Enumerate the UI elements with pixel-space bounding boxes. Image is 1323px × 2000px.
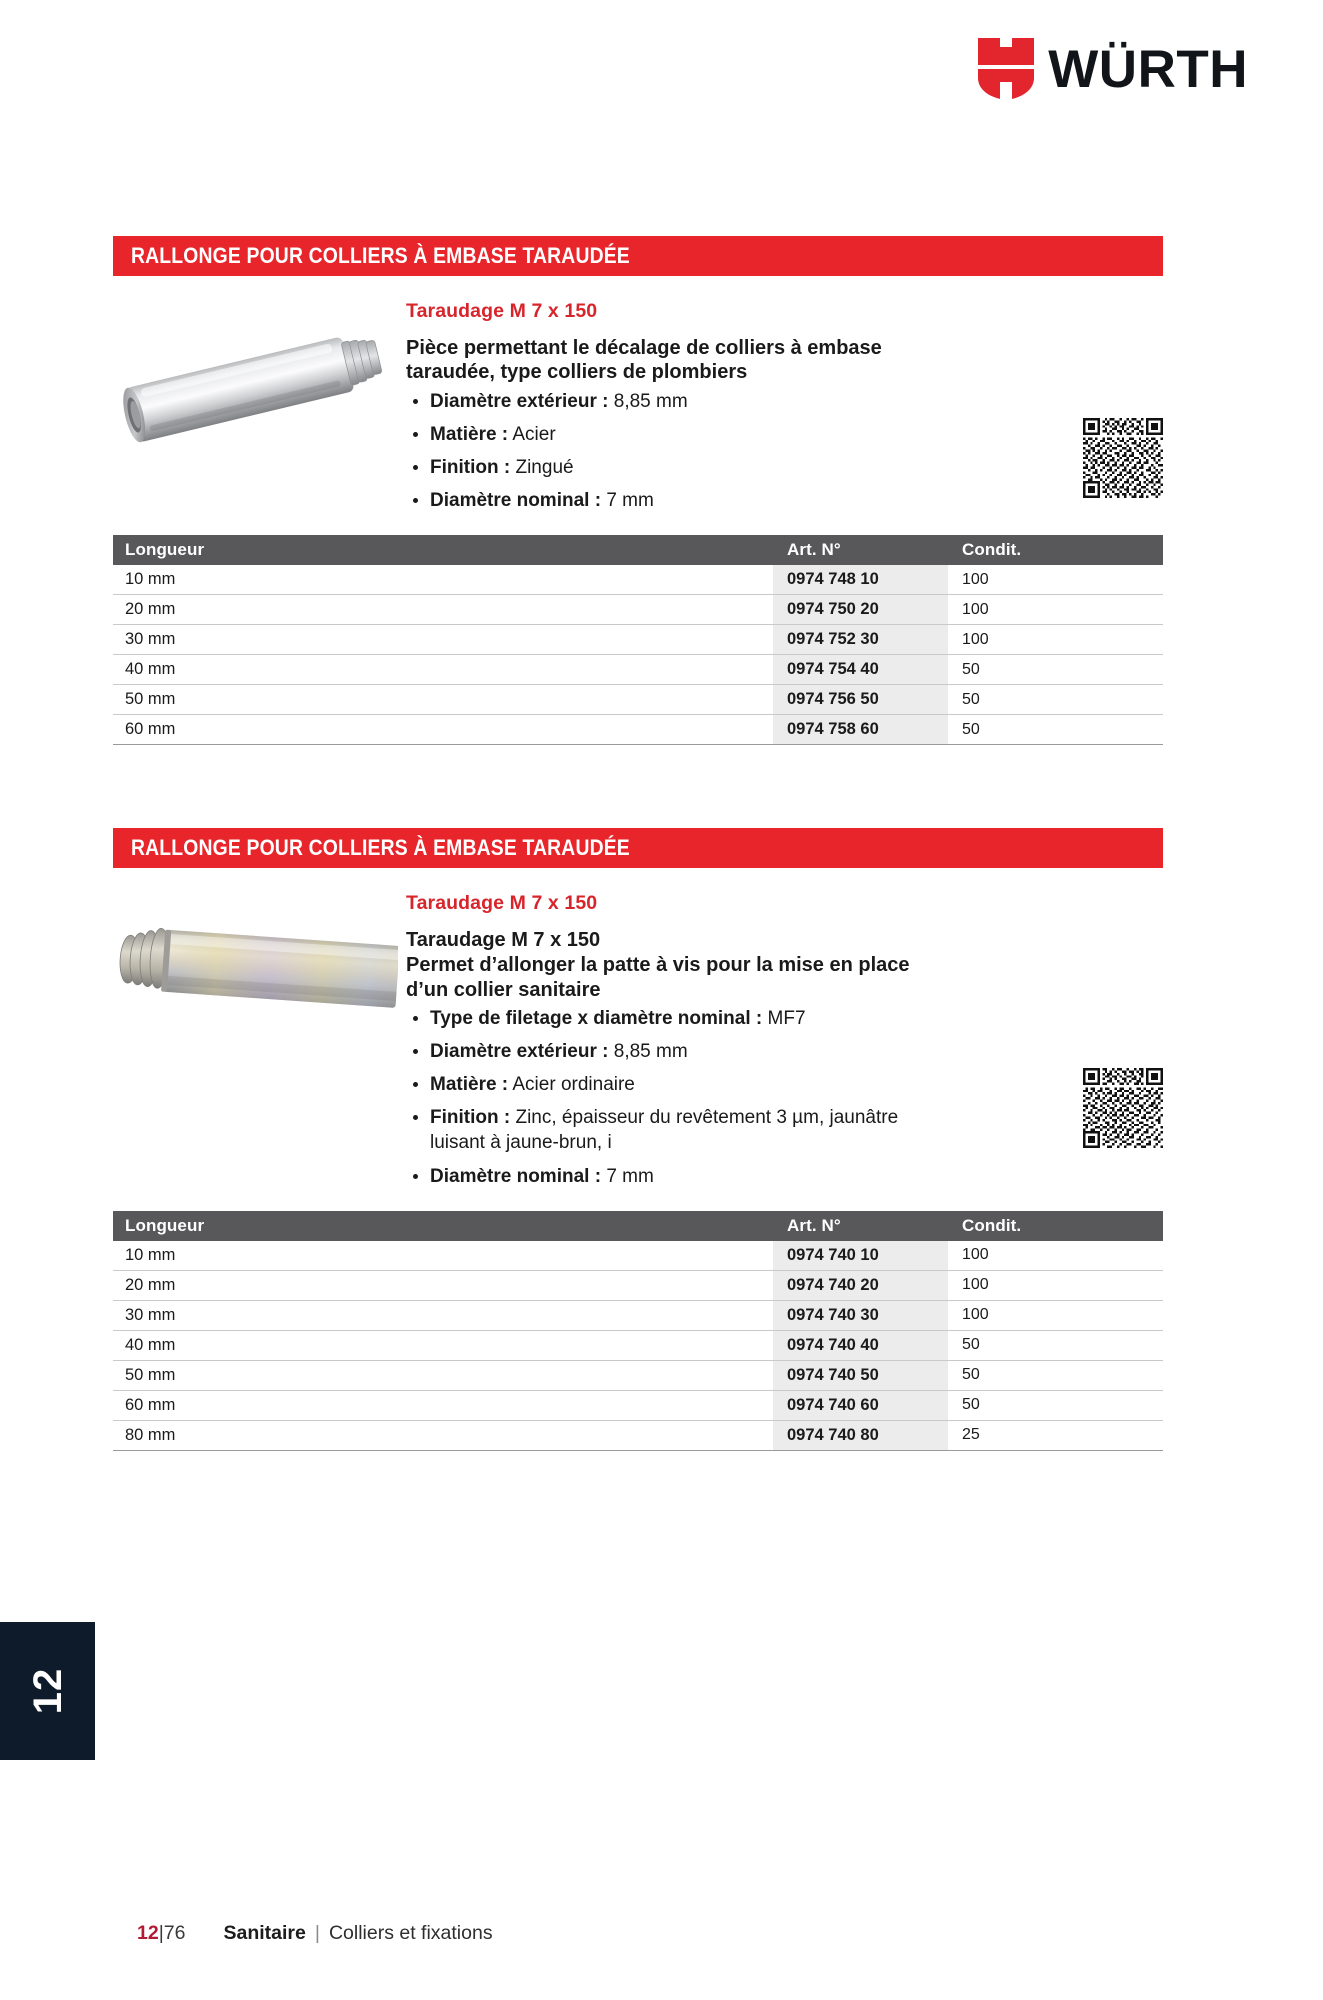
footer-separator-2: |	[314, 1922, 320, 1944]
cell-longueur: 40 mm	[113, 1330, 773, 1360]
spec-label: Diamètre nominal :	[430, 1165, 602, 1187]
table-row[interactable]	[113, 595, 1163, 625]
cell-condit: 50	[948, 1330, 1163, 1360]
column-header-longueur: Longueur	[113, 1211, 773, 1241]
product-section-2	[113, 828, 1163, 1451]
column-header-condit: Condit.	[948, 1211, 1163, 1241]
product-subtitle-2: Taraudage M 7 x 150	[406, 892, 598, 914]
section-body-1	[113, 276, 1163, 521]
column-header-condit: Condit.	[948, 535, 1163, 565]
product-copy-2	[398, 884, 1163, 1197]
spec-list-2	[406, 1006, 1163, 1188]
cell-art-no: 0974 756 50	[773, 685, 948, 715]
spec-item	[406, 1072, 930, 1097]
spec-label: Type de filetage x diamètre nominal :	[430, 1008, 763, 1030]
table-row[interactable]	[113, 1390, 1163, 1420]
cell-condit: 25	[948, 1420, 1163, 1450]
cell-longueur: 60 mm	[113, 1390, 773, 1420]
cell-art-no: 0974 740 10	[773, 1241, 948, 1271]
side-page-tab	[0, 1622, 95, 1760]
spec-item	[406, 488, 930, 513]
cell-condit: 50	[948, 715, 1163, 745]
table-row[interactable]	[113, 1241, 1163, 1271]
cell-condit: 100	[948, 1270, 1163, 1300]
cell-art-no: 0974 758 60	[773, 715, 948, 745]
qr-code-icon-1[interactable]	[1083, 418, 1163, 498]
cell-art-no: 0974 748 10	[773, 565, 948, 595]
cell-condit: 50	[948, 1360, 1163, 1390]
footer-category: Sanitaire	[223, 1922, 306, 1944]
cell-longueur: 40 mm	[113, 655, 773, 685]
table-row[interactable]	[113, 1300, 1163, 1330]
spec-label: Finition :	[430, 1107, 511, 1129]
spec-label: Diamètre extérieur :	[430, 1041, 609, 1063]
spec-item	[406, 422, 930, 447]
spec-value: Acier	[512, 423, 556, 445]
cell-art-no: 0974 740 60	[773, 1390, 948, 1420]
cell-longueur: 20 mm	[113, 1270, 773, 1300]
spec-value: Acier ordinaire	[512, 1074, 635, 1096]
column-header-longueur: Longueur	[113, 535, 773, 565]
product-section-1	[113, 236, 1163, 745]
spec-item	[406, 1105, 930, 1155]
brand-wordmark: WÜRTH	[1048, 39, 1248, 99]
table-row[interactable]	[113, 1330, 1163, 1360]
spec-item	[406, 389, 930, 414]
cell-art-no: 0974 740 80	[773, 1420, 948, 1450]
footer-separator-1: |	[158, 1922, 164, 1944]
cell-condit: 100	[948, 1241, 1163, 1271]
wurth-shield-icon	[978, 38, 1034, 100]
spec-item	[406, 1164, 930, 1189]
table-row[interactable]	[113, 565, 1163, 595]
qr-code-icon-2[interactable]	[1083, 1068, 1163, 1148]
product-lead-2b: Permet d’allonger la patte à vis pour la mise en place d’un collier sanitaire	[406, 954, 910, 1001]
cell-longueur: 30 mm	[113, 625, 773, 655]
cell-condit: 100	[948, 1300, 1163, 1330]
spec-table-1	[113, 535, 1163, 745]
cell-art-no: 0974 752 30	[773, 625, 948, 655]
spec-label: Diamètre extérieur :	[430, 390, 609, 412]
cell-condit: 50	[948, 655, 1163, 685]
metal-extension-sleeve-icon	[113, 292, 398, 482]
cell-longueur: 80 mm	[113, 1420, 773, 1450]
brand-header	[978, 38, 1248, 100]
cell-art-no: 0974 740 50	[773, 1360, 948, 1390]
spec-value: MF7	[767, 1008, 806, 1030]
cell-longueur: 50 mm	[113, 685, 773, 715]
product-lead-2a: Taraudage M 7 x 150	[406, 929, 601, 951]
section-body-2	[113, 868, 1163, 1197]
spec-item	[406, 1039, 930, 1064]
cell-condit: 100	[948, 625, 1163, 655]
product-copy-1	[398, 292, 1163, 521]
footer-subcategory: Colliers et fixations	[328, 1922, 493, 1944]
threaded-extension-rod-icon	[113, 884, 398, 1034]
cell-condit: 50	[948, 685, 1163, 715]
section-header-banner-1	[113, 236, 1163, 276]
footer-total-pages: 76	[163, 1922, 186, 1944]
spec-value: Zingué	[515, 456, 574, 478]
cell-art-no: 0974 750 20	[773, 595, 948, 625]
cell-longueur: 50 mm	[113, 1360, 773, 1390]
cell-longueur: 20 mm	[113, 595, 773, 625]
product-lead-1: Pièce permettant le décalage de colliers à embase taraudée, type colliers de plombiers	[406, 337, 882, 384]
spec-label: Finition :	[430, 456, 511, 478]
cell-art-no: 0974 754 40	[773, 655, 948, 685]
section-header-banner-2	[113, 828, 1163, 868]
table-header-row	[113, 535, 1163, 565]
spec-table-2	[113, 1211, 1163, 1451]
footer-page-number: 12	[137, 1922, 159, 1944]
table-row[interactable]	[113, 1270, 1163, 1300]
spec-label: Matière :	[430, 423, 509, 445]
spec-value: Zinc, épaisseur du revêtement 3 µm, jaunâtre luisant à jaune-brun, i	[430, 1107, 899, 1154]
table-row[interactable]	[113, 1360, 1163, 1390]
column-header-art-no: Art. N°	[773, 1211, 948, 1241]
cell-longueur: 30 mm	[113, 1300, 773, 1330]
cell-art-no: 0974 740 30	[773, 1300, 948, 1330]
spec-value: 7 mm	[606, 1165, 654, 1187]
side-tab-page-number: 12	[25, 1667, 70, 1715]
section-title-1: RALLONGE POUR COLLIERS À EMBASE TARAUDÉE	[131, 243, 630, 268]
cell-art-no: 0974 740 20	[773, 1270, 948, 1300]
spec-item	[406, 455, 930, 480]
table-row[interactable]	[113, 1420, 1163, 1450]
cell-condit: 100	[948, 595, 1163, 625]
cell-longueur: 10 mm	[113, 1241, 773, 1271]
cell-longueur: 10 mm	[113, 565, 773, 595]
spec-value: 8,85 mm	[613, 390, 688, 412]
cell-condit: 100	[948, 565, 1163, 595]
product-image-1	[113, 292, 398, 482]
spec-list-1	[406, 389, 1163, 513]
cell-longueur: 60 mm	[113, 715, 773, 745]
spec-label: Matière :	[430, 1074, 509, 1096]
table-header-row	[113, 1211, 1163, 1241]
section-title-2: RALLONGE POUR COLLIERS À EMBASE TARAUDÉE	[131, 835, 630, 860]
spec-item	[406, 1006, 930, 1031]
product-image-2	[113, 884, 398, 1034]
spec-label: Diamètre nominal :	[430, 490, 602, 512]
cell-art-no: 0974 740 40	[773, 1330, 948, 1360]
table-row[interactable]	[113, 685, 1163, 715]
table-row[interactable]	[113, 655, 1163, 685]
spec-value: 7 mm	[606, 490, 654, 512]
page-footer	[137, 1922, 493, 1945]
table-row[interactable]	[113, 715, 1163, 745]
spec-value: 8,85 mm	[613, 1041, 688, 1063]
column-header-art-no: Art. N°	[773, 535, 948, 565]
product-subtitle-1: Taraudage M 7 x 150	[406, 300, 598, 322]
cell-condit: 50	[948, 1390, 1163, 1420]
table-row[interactable]	[113, 625, 1163, 655]
